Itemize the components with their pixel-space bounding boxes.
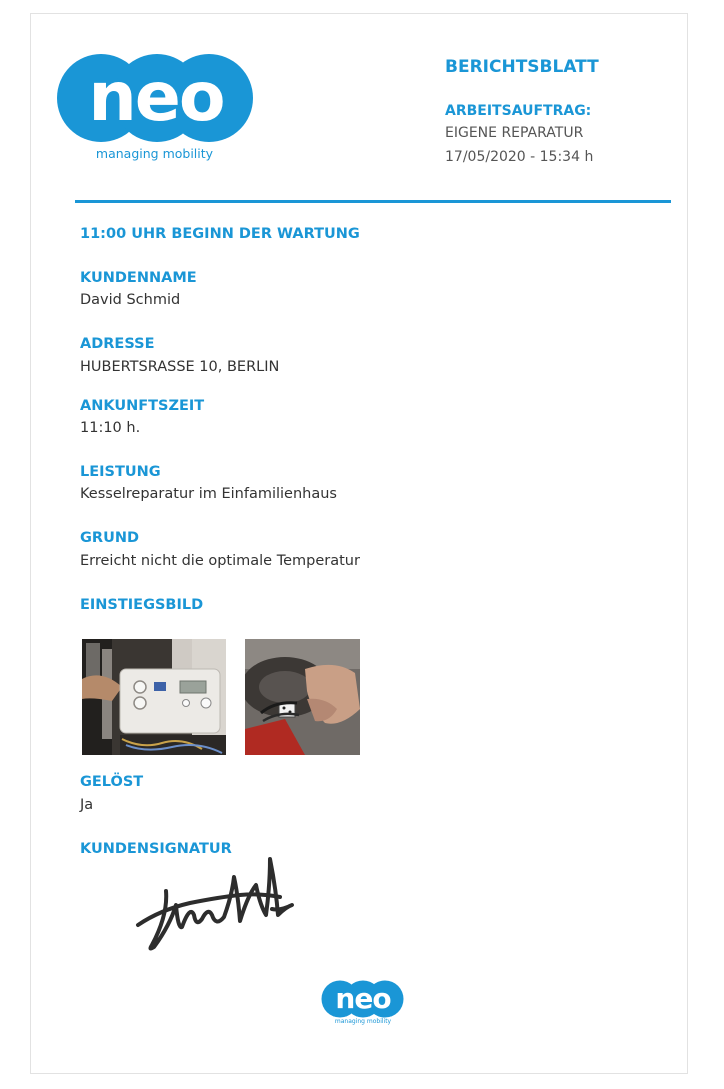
solved-label: GELÖST (80, 774, 144, 790)
reason-value: Erreicht nicht die optimale Temperatur (80, 553, 360, 569)
footer-logo-mark (321, 980, 405, 1018)
order-datetime: 17/05/2020 - 15:34 h (445, 149, 594, 165)
signature-label: KUNDENSIGNATUR (80, 841, 232, 857)
service-value: Kesselreparatur im Einfamilienhaus (80, 486, 337, 502)
neo-logo (57, 54, 257, 166)
address-label: ADRESSE (80, 336, 155, 352)
neo-logo-mark (57, 54, 257, 146)
order-type: EIGENE REPARATUR (445, 125, 584, 141)
svg-text:neo: neo (88, 58, 224, 137)
address-value: HUBERTSRASSE 10, BERLIN (80, 359, 280, 375)
footer-neo-logo (321, 980, 405, 1028)
report-title: BERICHTSBLATT (445, 57, 599, 77)
photos-label: EINSTIEGSBILD (80, 597, 204, 613)
order-label: ARBEITSAUFTRAG: (445, 103, 592, 119)
footer-tagline: managing mobility (334, 1018, 392, 1025)
service-label: LEISTUNG (80, 464, 161, 480)
arrival-value: 11:10 h. (80, 420, 141, 436)
repair-hands-photo (245, 639, 360, 755)
customer-value: David Schmid (80, 292, 181, 308)
start-heading: 11:00 UHR BEGINN DER WARTUNG (80, 226, 360, 242)
report-header (445, 56, 599, 169)
reason-label: GRUND (80, 530, 140, 546)
logo-tagline: managing mobility (95, 146, 214, 161)
customer-label: KUNDENNAME (80, 270, 197, 286)
customer-signature (130, 855, 300, 959)
header-divider (75, 200, 671, 203)
svg-text:neo: neo (335, 982, 391, 1015)
arrival-label: ANKUNFTSZEIT (80, 398, 205, 414)
boiler-panel-photo (82, 639, 226, 755)
solved-value: Ja (80, 797, 94, 813)
